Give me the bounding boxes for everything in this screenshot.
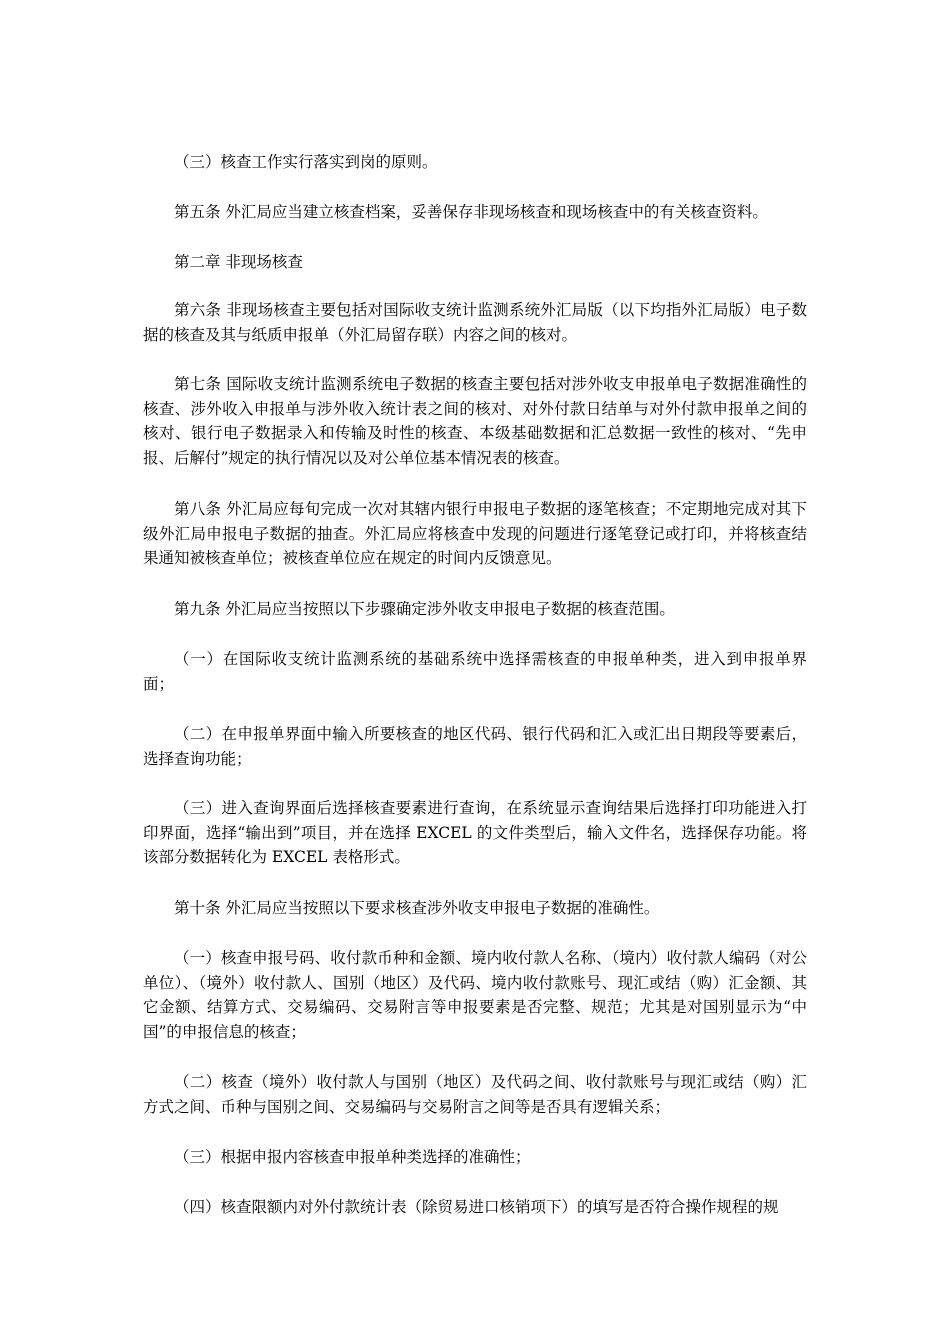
paragraph-item-10-1: （一）核查申报号码、收付款币种和金额、境内收付款人名称、（境内）收付款人编码（对公单位）、（境外）收付款人、国别（地区）及代码、境内收付款账号、现汇或结（购）汇金额、其它金额、结算方式、交易编码、交易附言等申报要素是否完整、规范；尤其是对国别显示为“中国”的申报信息的核查； xyxy=(143,949,807,1041)
paragraph-item-9-3: （三）进入查询界面后选择核查要素进行查询，在系统显示查询结果后选择打印功能进入打印界面，选择“输出到”项目，并在选择 EXCEL 的文件类型后，输入文件名，选择保存功能。将该部分数据转化为 EXCEL 表格形式。 xyxy=(143,799,807,866)
paragraph-item-9-1: （一）在国际收支统计监测系统的基础系统中选择需核查的申报单种类，进入到申报单界面； xyxy=(143,650,807,693)
paragraph-article-10: 第十条 外汇局应当按照以下要求核查涉外收支申报电子数据的准确性。 xyxy=(174,899,660,917)
paragraph-article-6: 第六条 非现场核查主要包括对国际收支统计监测系统外汇局版（以下均指外汇局版）电子数据的核查及其与纸质申报单（外汇局留存联）内容之间的核对。 xyxy=(143,301,807,344)
paragraph-item-10-3: （三）根据申报内容核查申报单种类选择的准确性； xyxy=(174,1148,531,1166)
paragraph-article-8: 第八条 外汇局应每旬完成一次对其辖内银行申报电子数据的逐笔核查；不定期地完成对其下级外汇局申报电子数据的抽查。外汇局应将核查中发现的问题进行逐笔登记或打印，并将核查结果通知被核查单位；被核查单位应在规定的时间内反馈意见。 xyxy=(143,500,807,567)
paragraph-article-7: 第七条 国际收支统计监测系统电子数据的核查主要包括对涉外收支申报单电子数据准确性的核查、涉外收入申报单与涉外收入统计表之间的核对、对外付款日结单与对外付款申报单之间的核对、银行电子数据录入和传输及时性的核查、本级基础数据和汇总数据一致性的核对、“先申报、后解付”规定的执行情况以及对公单位基本情况表的核查。 xyxy=(143,375,807,467)
chapter-heading: 第二章 非现场核查 xyxy=(174,253,303,271)
paragraph-item-10-4: （四）核查限额内对外付款统计表（除贸易进口核销项下）的填写是否符合操作规程的规 xyxy=(174,1198,779,1216)
paragraph-item-10-2: （二）核查（境外）收付款人与国别（地区）及代码之间、收付款账号与现汇或结（购）汇方式之间、币种与国别之间、交易编码与交易附言之间等是否具有逻辑关系； xyxy=(143,1073,807,1116)
paragraph-item-9-2: （二）在申报单界面中输入所要核查的地区代码、银行代码和汇入或汇出日期段等要素后，选择查询功能； xyxy=(143,725,807,768)
paragraph-article-9: 第九条 外汇局应当按照以下步骤确定涉外收支申报电子数据的核查范围。 xyxy=(174,600,675,618)
paragraph-article-5: 第五条 外汇局应当建立核查档案，妥善保存非现场核查和现场核查中的有关核查资料。 xyxy=(174,203,768,221)
paragraph-1: （三）核查工作实行落实到岗的原则。 xyxy=(174,153,438,171)
